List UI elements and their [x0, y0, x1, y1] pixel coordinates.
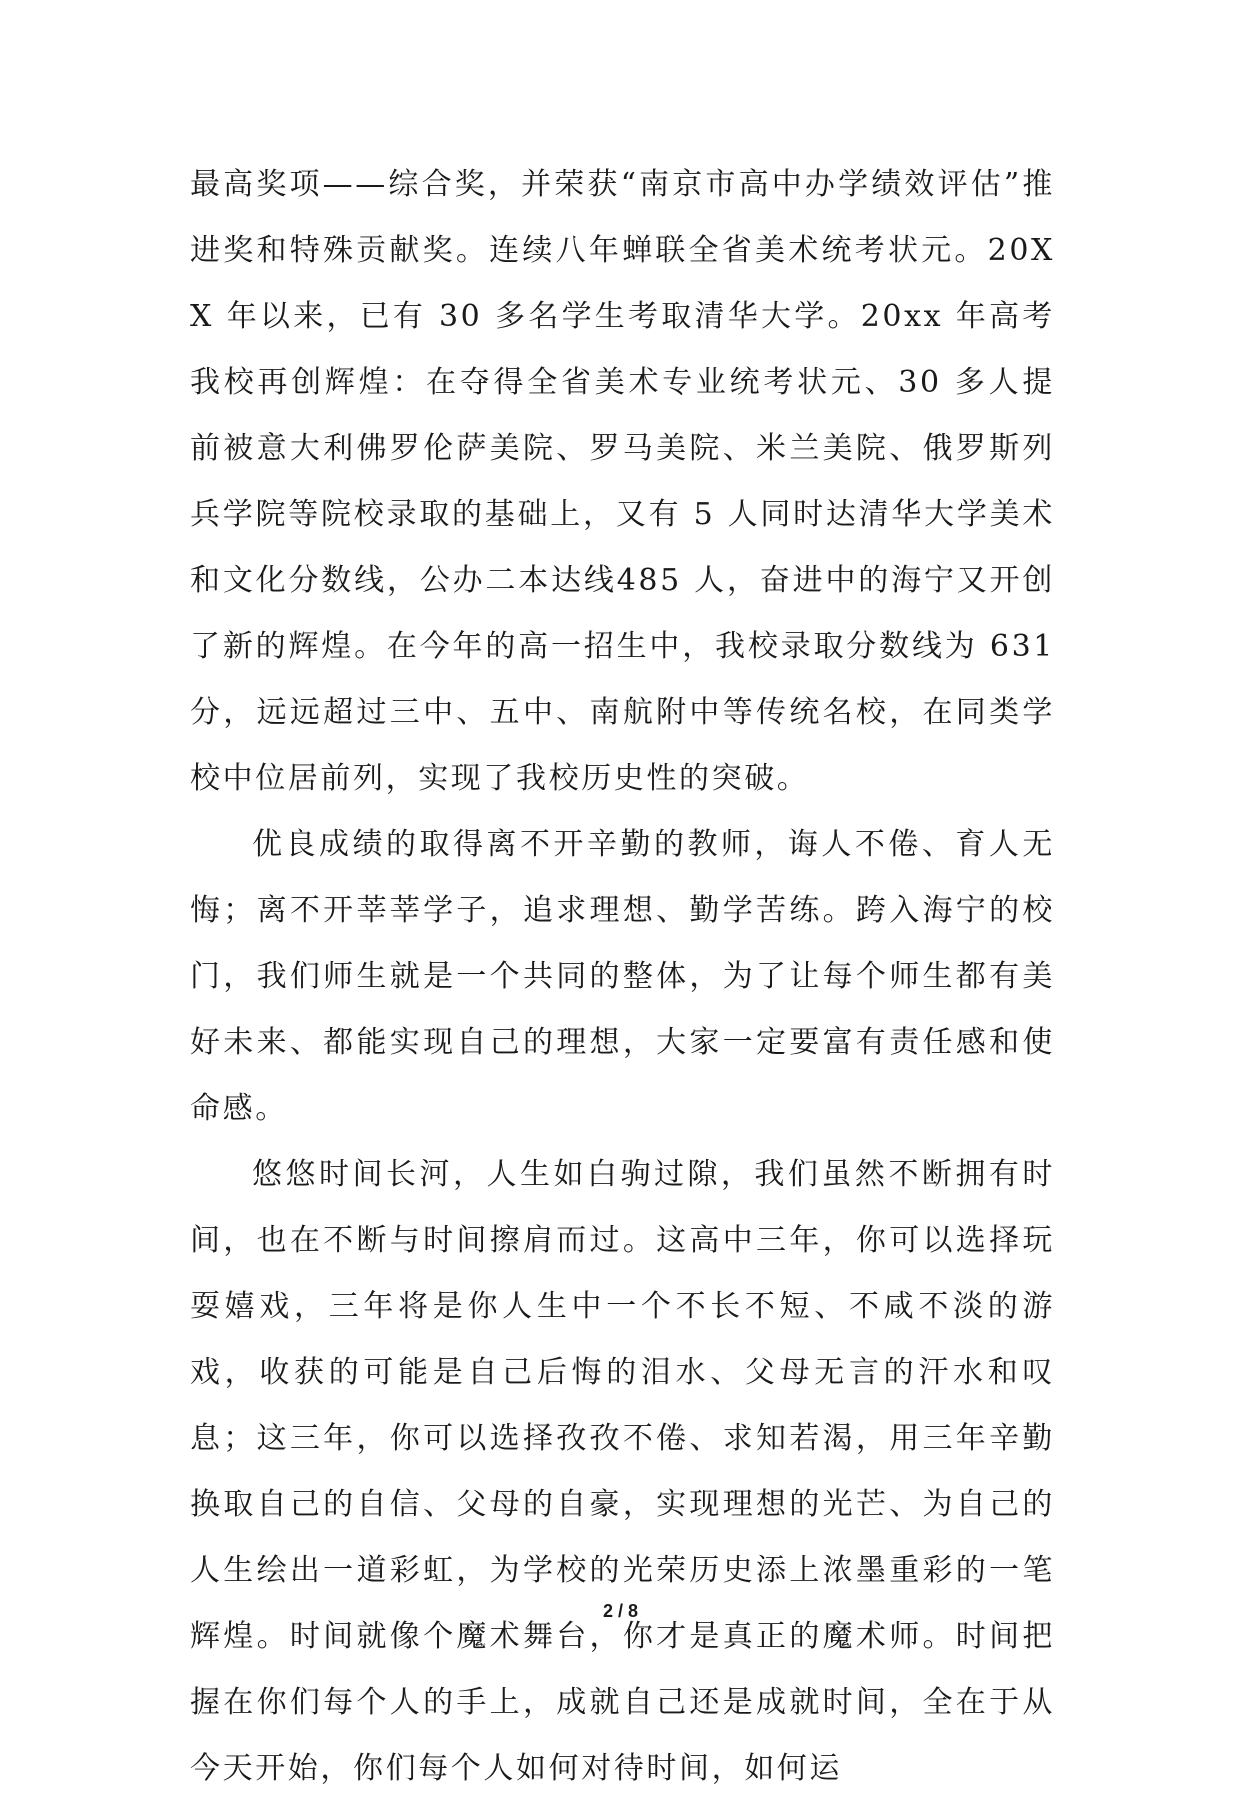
page-number: 2 / 8: [602, 1601, 639, 1621]
paragraph-3: 悠悠时间长河，人生如白驹过隙，我们虽然不断拥有时间，也在不断与时间擦肩而过。这高中三年，你可以选择玩耍嬉戏，三年将是你人生中一个不长不短、不咸不淡的游戏，收获的可能是自己后悔的泪水、父母无言的汗水和叹息；这三年，你可以选择孜孜不倦、求知若渴，用三年辛勤换取自己的自信、父母的自豪，实现理想的光芒、为自己的人生绘出一道彩虹，为学校的光荣历史添上浓墨重彩的一笔辉煌。时间就像个魔术舞台，你才是真正的魔术师。时间把握在你们每个人的手上，成就自己还是成就时间，全在于从今天开始，你们每个人如何对待时间，如何运: [190, 1157, 1055, 1786]
body-text: [190, 152, 1055, 1802]
paragraph-1: 最高奖项——综合奖，并荣获“南京市高中办学绩效评估”推进奖和特殊贡献奖。连续八年蝉联全省美术统考状元。20XX 年以来，已有 30 多名学生考取清华大学。20xx 年高考我校再创辉煌：在夺得全省美术专业统考状元、30 多人提前被意大利佛罗伦萨美院、罗马美院、米兰美院、俄罗斯列兵学院等院校录取的基础上，又有 5 人同时达清华大学美术和文化分数线，公办二本达线485 人，奋进中的海宁又开创了新的辉煌。在今年的高一招生中，我校录取分数线为 631 分，远远超过三中、五中、南航附中等传统名校，在同类学校中位居前列，实现了我校历史性的突破。: [190, 167, 1055, 796]
paragraph-2: 优良成绩的取得离不开辛勤的教师，诲人不倦、育人无悔；离不开莘莘学子，追求理想、勤学苦练。跨入海宁的校门，我们师生就是一个共同的整体，为了让每个师生都有美好未来、都能实现自己的理想，大家一定要富有责任感和使命感。: [190, 827, 1055, 1126]
